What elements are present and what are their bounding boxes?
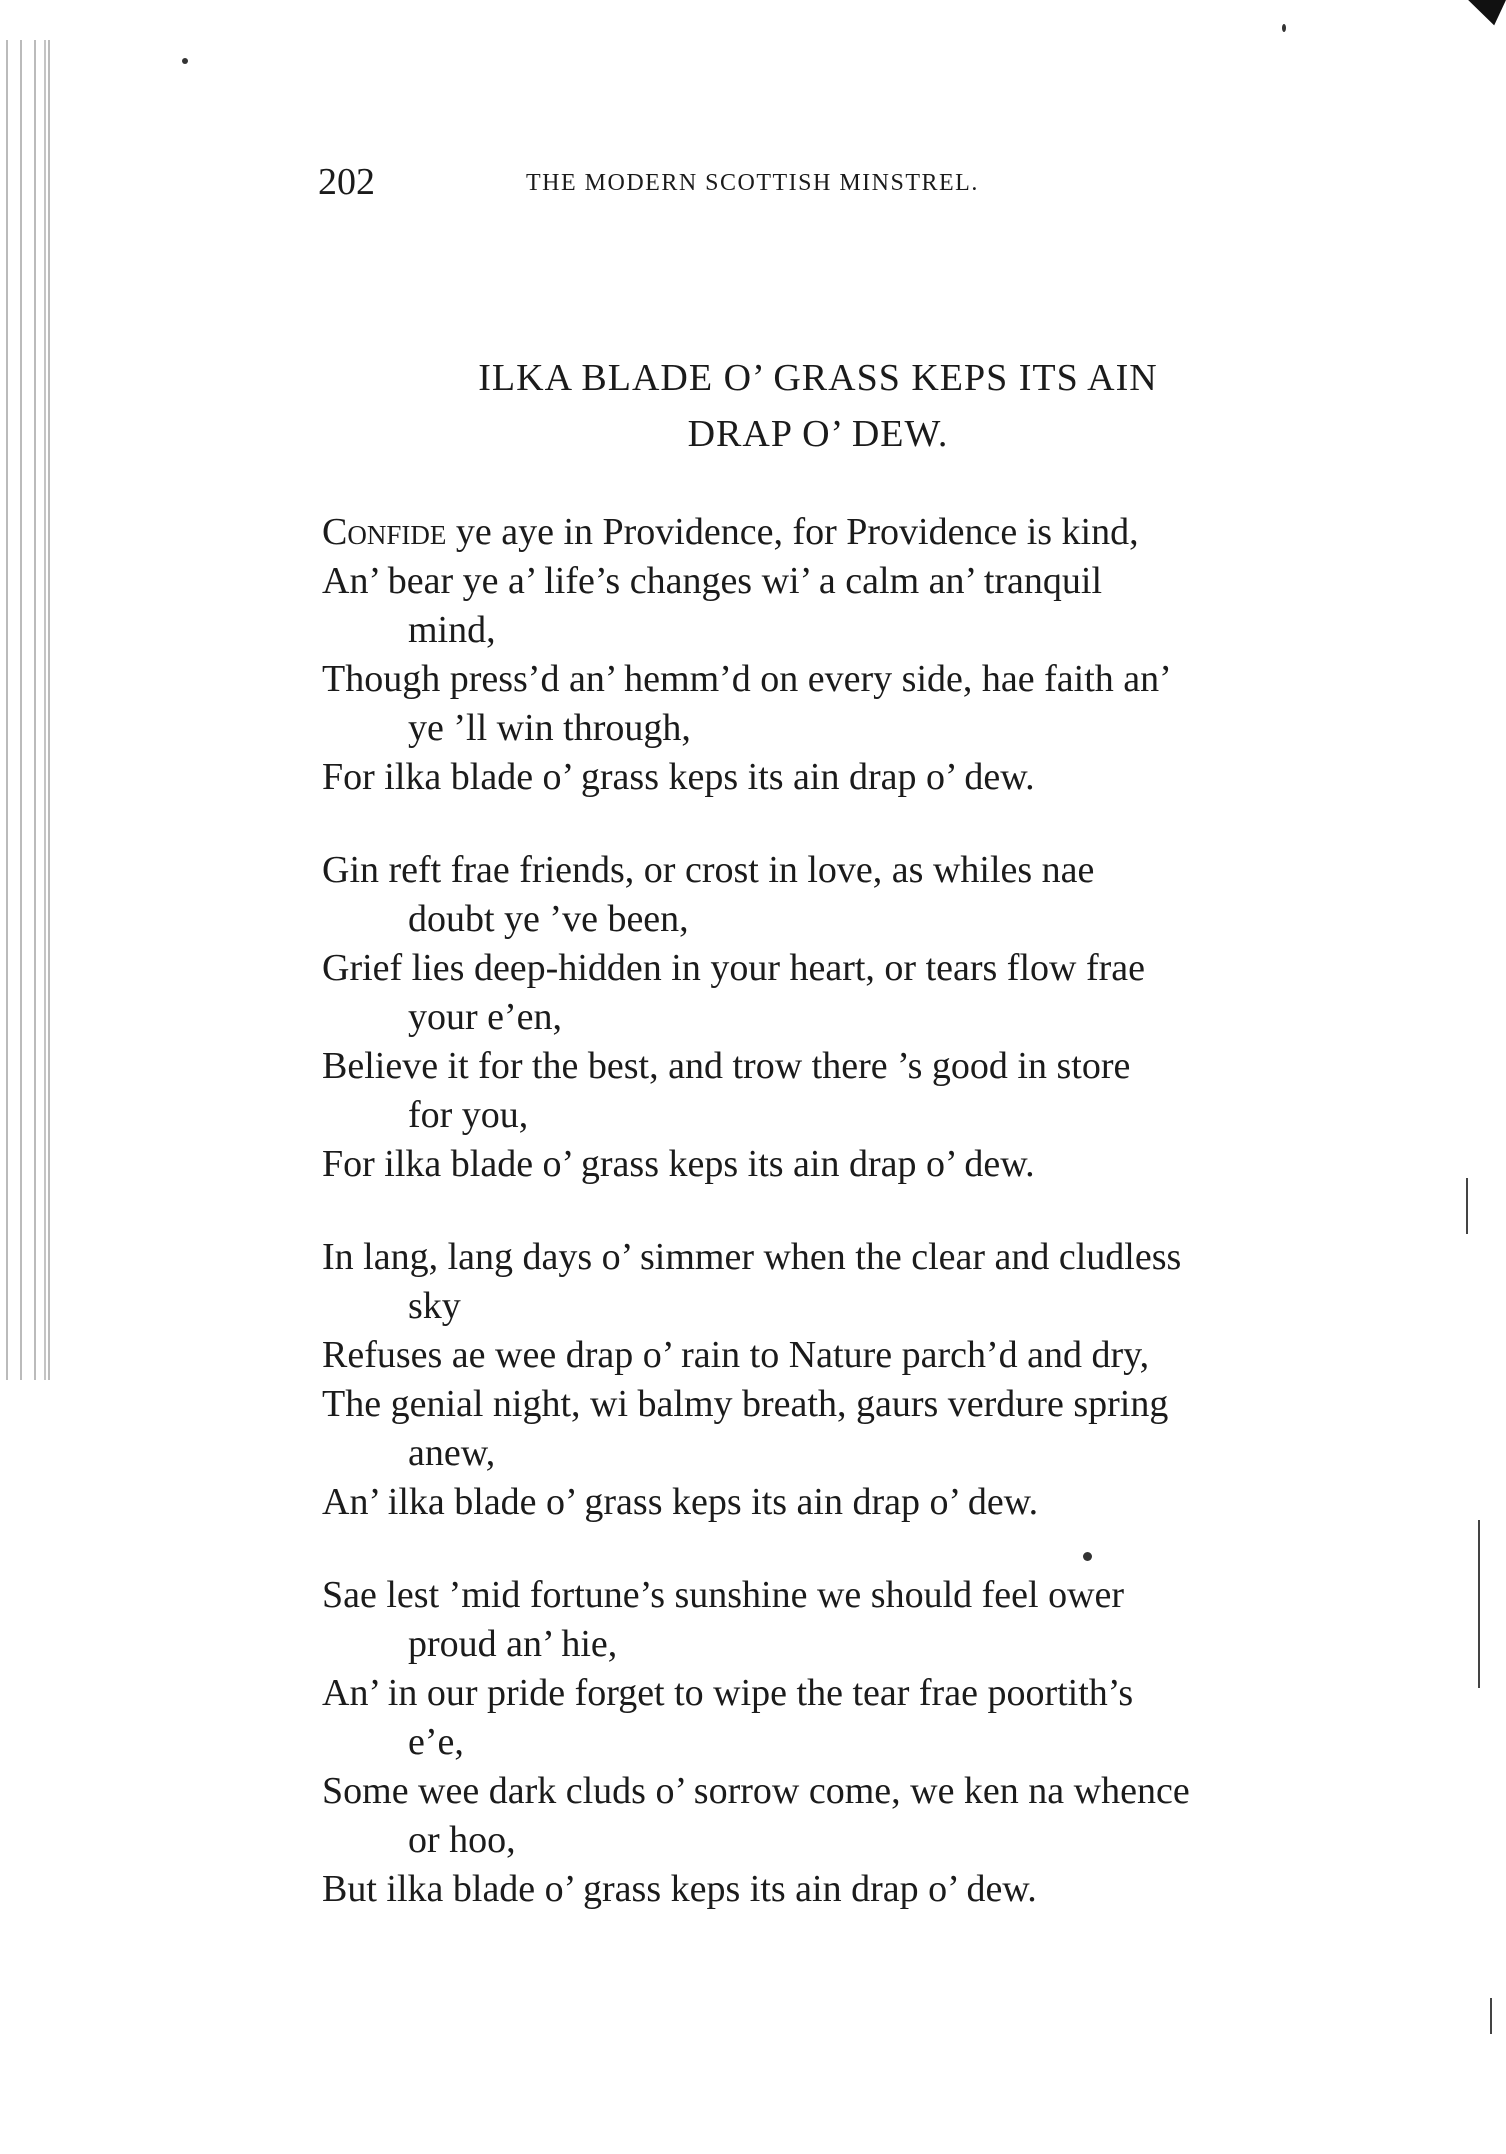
verse-text: ye aye in Providence, for Providence is kind, [446, 511, 1139, 553]
binding-edge-marks [0, 40, 62, 1380]
verse-line [322, 1140, 1318, 1189]
verse-line [322, 1380, 1318, 1478]
verse-line [322, 944, 1318, 1042]
verse-text: In lang, lang days o’ simmer when the clear and cludless [322, 1236, 1182, 1278]
verse-text: Sae lest ’mid fortune’s sunshine we should feel ower [322, 1574, 1125, 1616]
verse-continuation: sky [408, 1285, 461, 1327]
verse-line [322, 1331, 1318, 1380]
verse-text: Refuses ae wee drap o’ rain to Nature parch’d and dry, [322, 1334, 1150, 1376]
verse-text: The genial night, wi balmy breath, gaurs verdure spring [322, 1383, 1169, 1425]
poem-title-line-1: ILKA BLADE O’ GRASS KEPS ITS AIN [478, 357, 1158, 399]
verse-text: An’ ilka blade o’ grass keps its ain drap o’ dew. [322, 1481, 1039, 1523]
verse-line [322, 1865, 1318, 1914]
verse-continuation: doubt ye ’ve been, [408, 898, 689, 940]
verse-text: For ilka blade o’ grass keps its ain drap o’ dew. [322, 756, 1035, 798]
verse-line [322, 1478, 1318, 1527]
verse-line [322, 508, 1318, 557]
verse-continuation: e’e, [408, 1721, 464, 1763]
verse-continuation: your e’en, [408, 996, 563, 1038]
verse-text: Though press’d an’ hemm’d on every side, hae faith an’ [322, 658, 1172, 700]
edge-rule [1490, 1998, 1492, 2034]
verse-line [322, 1767, 1318, 1865]
poem-title [318, 350, 1318, 462]
verse-text: For ilka blade o’ grass keps its ain drap o’ dew. [322, 1143, 1035, 1185]
page-header [318, 160, 1318, 210]
poem-title-line-2: DRAP O’ DEW. [687, 413, 949, 455]
verse-line [322, 655, 1318, 753]
ink-speck [182, 58, 188, 64]
verse-continuation: for you, [408, 1094, 529, 1136]
running-head: THE MODERN SCOTTISH MINSTREL. [526, 170, 979, 196]
verse-continuation: or hoo, [408, 1819, 516, 1861]
verse-continuation: ye ’ll win through, [408, 707, 691, 749]
stanza-4 [322, 1571, 1318, 1914]
poem-body [322, 508, 1318, 1914]
verse-line [322, 1042, 1318, 1140]
verse-text: But ilka blade o’ grass keps its ain drap o’ dew. [322, 1868, 1037, 1910]
stanza-3 [322, 1233, 1318, 1527]
verse-text: An’ bear ye a’ life’s changes wi’ a calm an’ tranquil [322, 560, 1103, 602]
stanza-2 [322, 846, 1318, 1189]
edge-rule [1466, 1178, 1468, 1234]
verse-line [322, 753, 1318, 802]
edge-rule [1478, 1520, 1480, 1688]
verse-line [322, 846, 1318, 944]
verse-line [322, 1571, 1318, 1669]
verse-text: Gin reft frae friends, or crost in love, as whiles nae [322, 849, 1095, 891]
verse-continuation: proud an’ hie, [408, 1623, 618, 1665]
page-number: 202 [318, 161, 375, 203]
verse-line [322, 1233, 1318, 1331]
verse-text: Believe it for the best, and trow there ’s good in store [322, 1045, 1131, 1087]
verse-text: An’ in our pride forget to wipe the tear frae poortith’s [322, 1672, 1134, 1714]
verse-line [322, 557, 1318, 655]
drop-word: Confide [322, 511, 447, 553]
verse-continuation: anew, [408, 1432, 496, 1474]
verse-continuation: mind, [408, 609, 496, 651]
verse-text: Some wee dark cluds o’ sorrow come, we ken na whence [322, 1770, 1190, 1812]
stanza-1 [322, 508, 1318, 802]
corner-page-mark [1458, 0, 1506, 25]
verse-text: Grief lies deep-hidden in your heart, or tears flow frae [322, 947, 1145, 989]
ink-speck [1282, 24, 1286, 32]
verse-line [322, 1669, 1318, 1767]
